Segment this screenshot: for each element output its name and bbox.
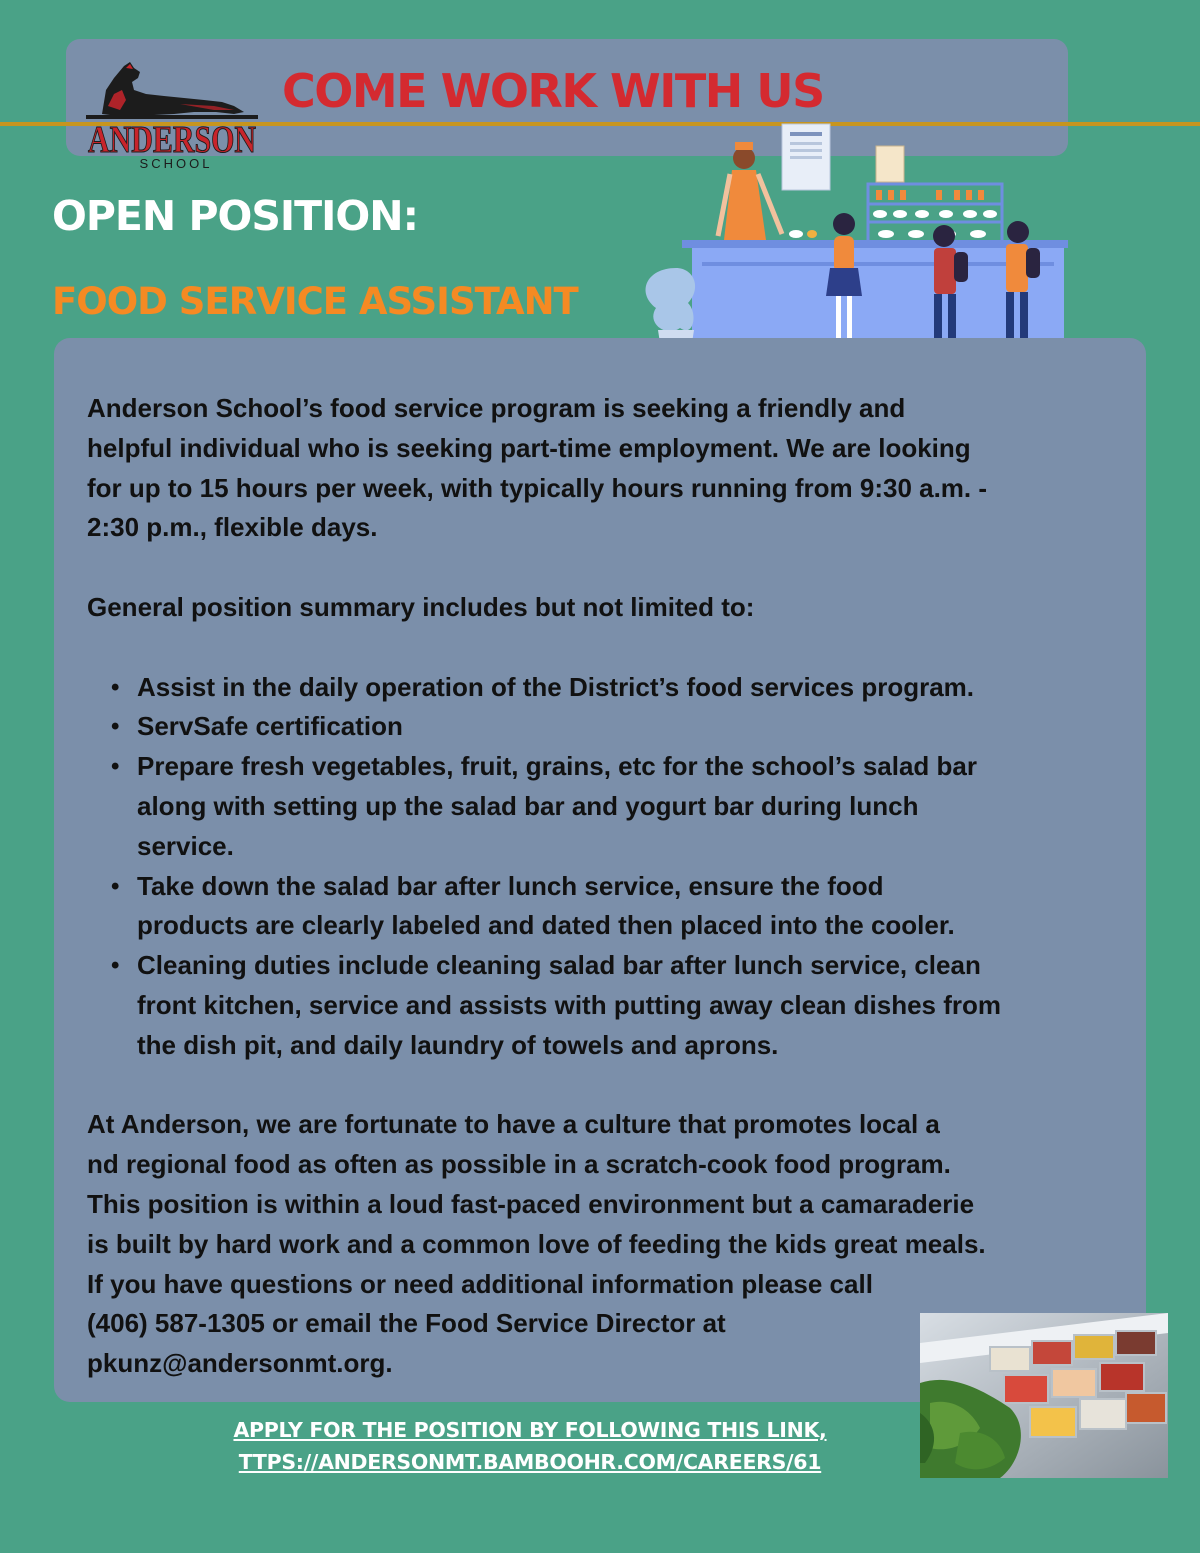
duty-line: • Cleaning duties include cleaning salad bar after lunch service, clean	[137, 950, 981, 981]
panther-icon	[102, 62, 244, 116]
duty-line: service.	[137, 830, 234, 861]
closing-line: If you have questions or need additional information please call	[87, 1268, 873, 1299]
page-headline: COME WORK WITH US	[282, 64, 824, 118]
logo-wordmark: ANDERSON	[88, 119, 256, 161]
duty-line: front kitchen, service and assists with putting away clean dishes from	[137, 989, 1002, 1020]
intro-line: helpful individual who is seeking part-time employment. We are looking	[87, 432, 971, 463]
closing-line: This position is within a loud fast-paced environment but a camaraderie	[87, 1188, 975, 1219]
cafeteria-illustration	[636, 118, 1072, 358]
duty-item	[137, 946, 1127, 1065]
job-title: FOOD SERVICE ASSISTANT	[52, 280, 578, 323]
apply-link-label[interactable]: APPLY FOR THE POSITION BY FOLLOWING THIS LINK,	[233, 1418, 827, 1442]
school-logo	[84, 60, 260, 172]
duty-line: • Prepare fresh vegetables, fruit, grains, etc for the school’s salad bar	[137, 751, 977, 782]
duty-item	[137, 867, 1127, 947]
apply-link-url[interactable]: TTPS://ANDERSONMT.BAMBOOHR.COM/CAREERS/61	[238, 1450, 822, 1474]
duty-line: • Assist in the daily operation of the District’s food services program.	[137, 671, 975, 702]
intro-line: for up to 15 hours per week, with typically hours running from 9:30 a.m. -	[87, 472, 988, 503]
duties-list	[87, 668, 1127, 1066]
closing-line: At Anderson, we are fortunate to have a culture that promotes local a	[87, 1109, 940, 1140]
duty-item	[137, 747, 1127, 866]
duty-line: • ServSafe certification	[137, 711, 403, 742]
closing-line: nd regional food as often as possible in a scratch-cook food program.	[87, 1149, 951, 1180]
duty-line: the dish pit, and daily laundry of towels and aprons.	[137, 1029, 779, 1060]
job-description	[87, 389, 1127, 1384]
intro-line: Anderson School’s food service program is seeking a friendly and	[87, 393, 906, 423]
salad-bar-photo	[920, 1313, 1168, 1478]
open-position-label: OPEN POSITION:	[52, 192, 418, 240]
logo-subtitle: SCHOOL	[139, 156, 213, 171]
closing-line: is built by hard work and a common love of feeding the kids great meals.	[87, 1228, 986, 1259]
duty-item	[137, 668, 1127, 708]
intro-line: 2:30 p.m., flexible days.	[87, 512, 378, 543]
phone-line: (406) 587-1305 or email the Food Service Director at	[87, 1308, 726, 1339]
summary-heading: General position summary includes but not limited to:	[87, 591, 755, 622]
duty-item	[137, 707, 1127, 747]
duty-line: along with setting up the salad bar and yogurt bar during lunch	[137, 790, 919, 821]
email-line: pkunz@andersonmt.org.	[87, 1348, 393, 1379]
duty-line: • Take down the salad bar after lunch service, ensure the food	[137, 870, 884, 901]
apply-link[interactable]	[140, 1414, 920, 1478]
duty-line: products are clearly labeled and dated then placed into the cooler.	[137, 910, 955, 941]
